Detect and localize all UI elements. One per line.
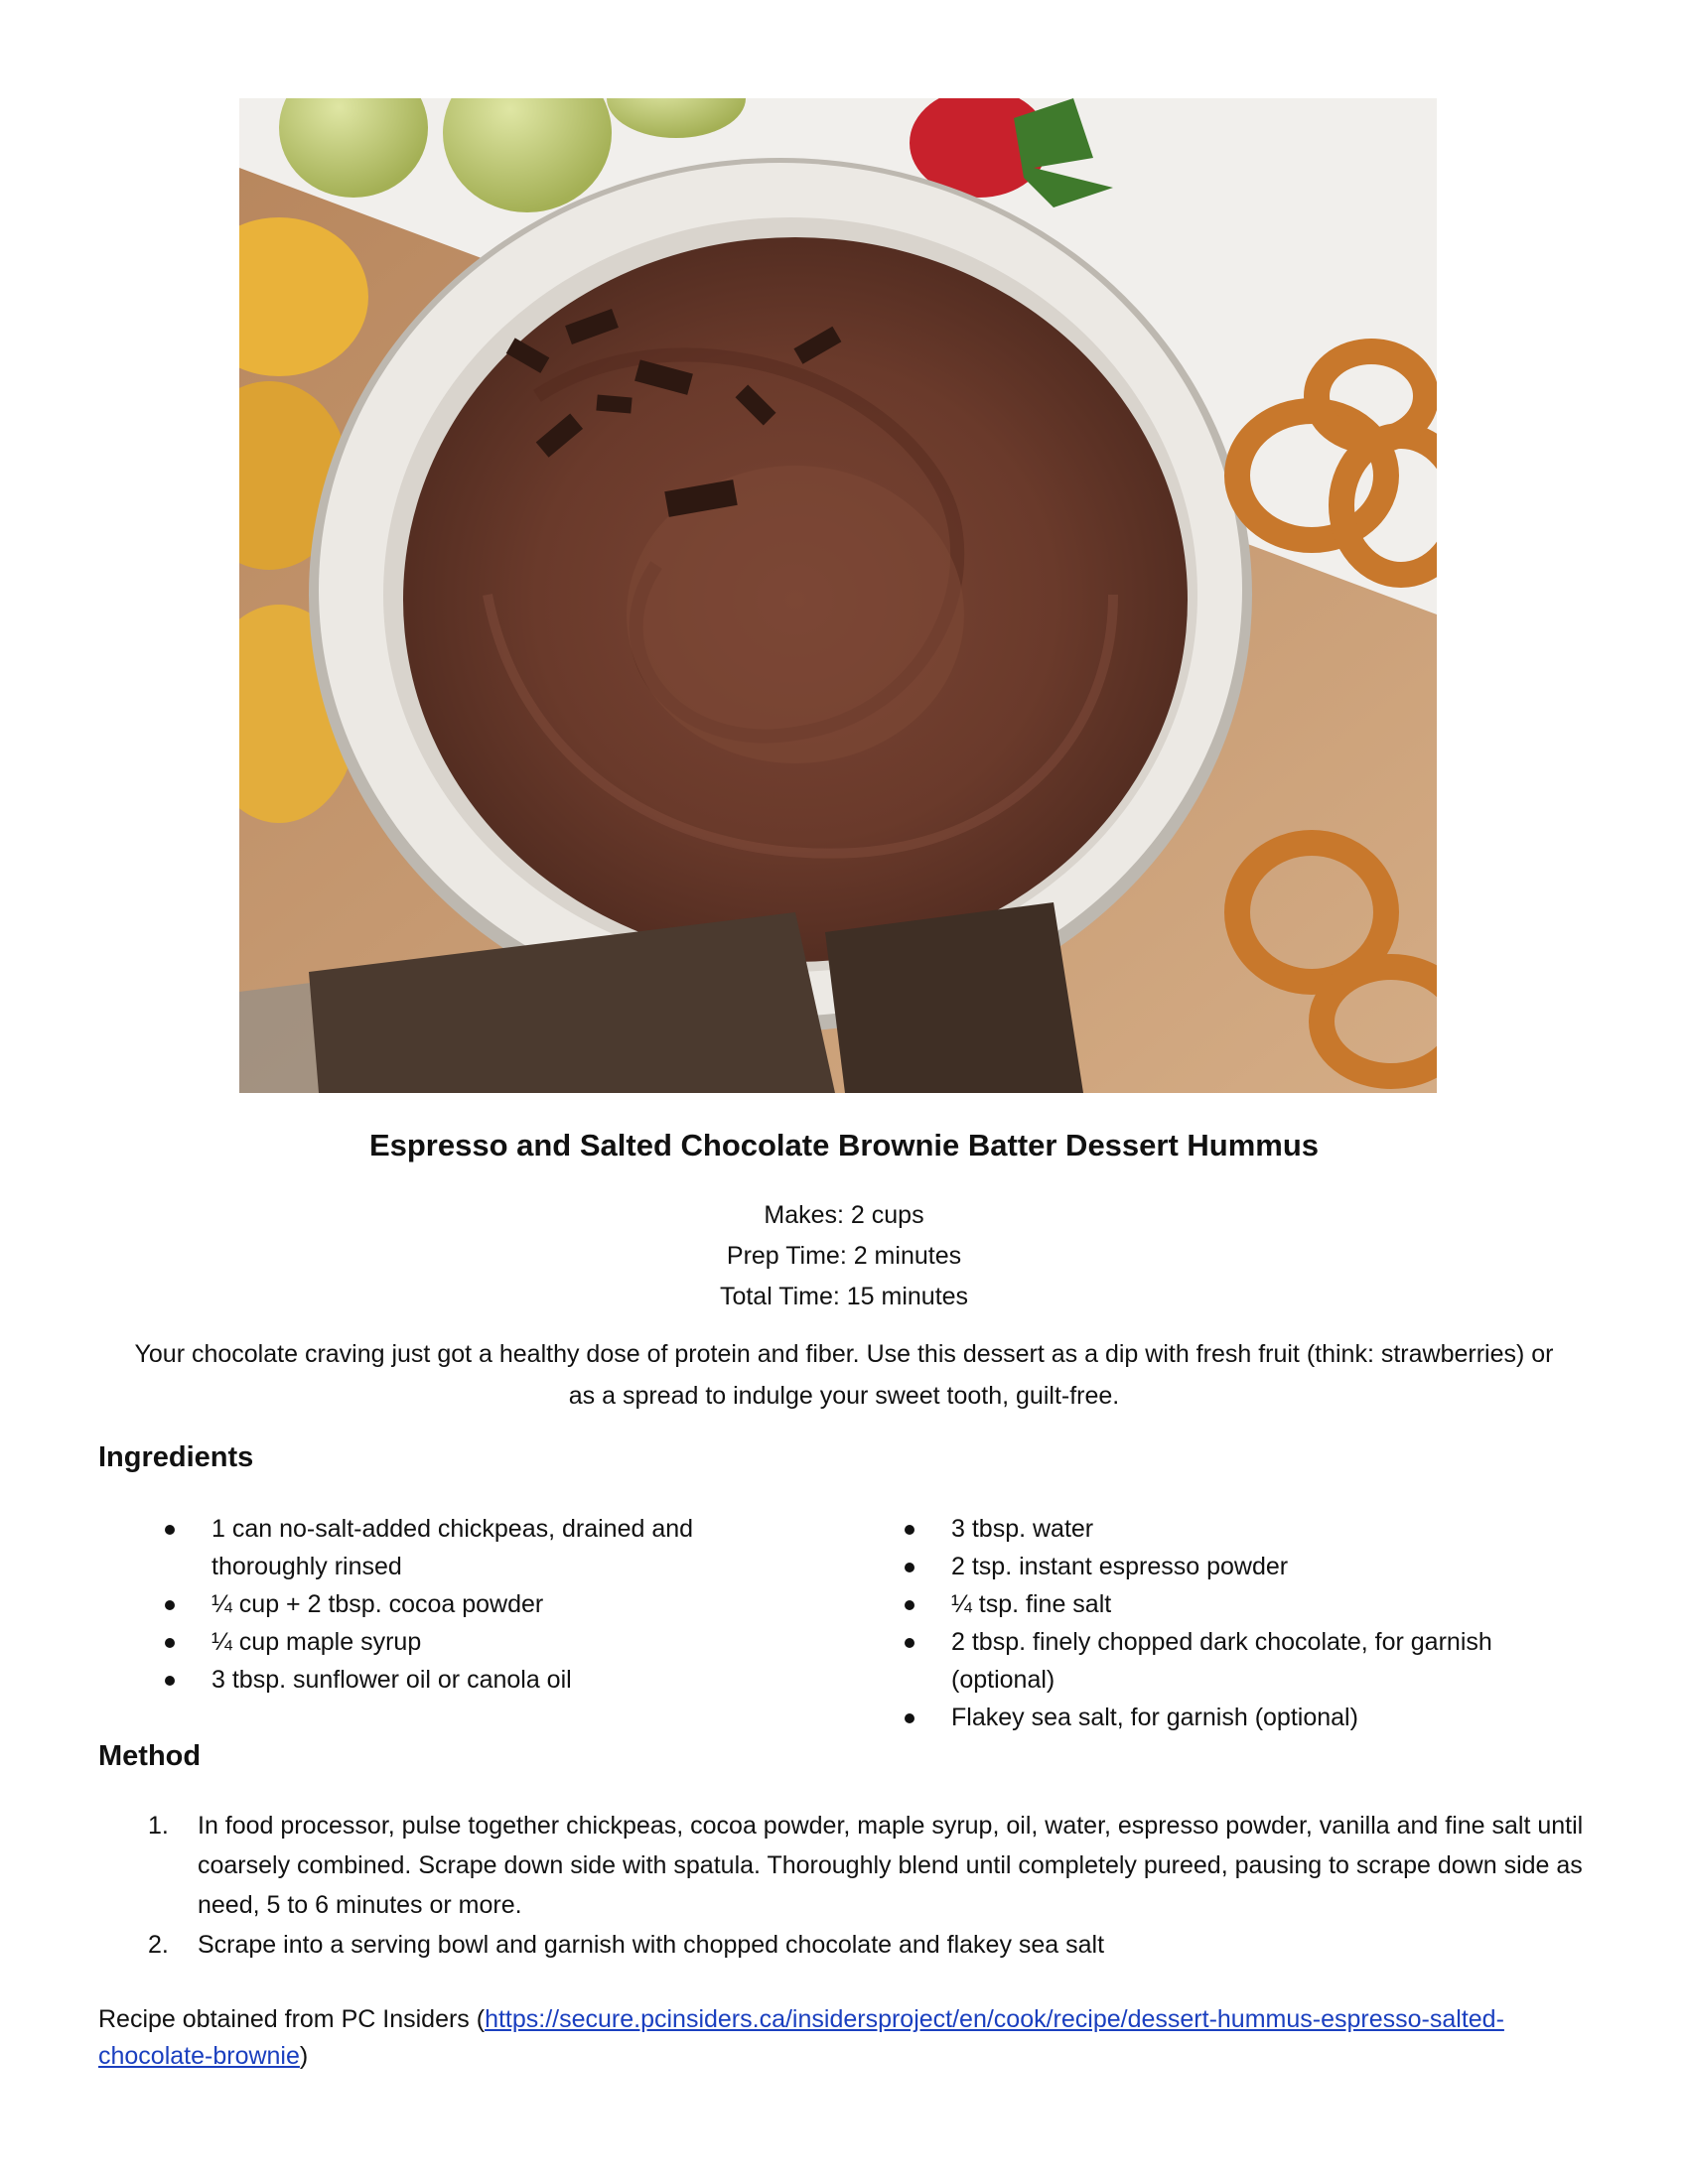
ingredient-item: 3 tbsp. water (899, 1510, 1594, 1548)
recipe-meta (0, 1195, 1688, 1317)
method-steps (144, 1806, 1584, 1965)
ingredient-item: ¼ cup + 2 tbsp. cocoa powder (159, 1585, 774, 1623)
ingredient-item: ¼ cup maple syrup (159, 1623, 774, 1661)
ingredients-list-left (159, 1510, 774, 1699)
ingredient-item: 2 tsp. instant espresso powder (899, 1548, 1594, 1585)
method-step (144, 1925, 1584, 1965)
makes-text: Makes: 2 cups (764, 1201, 924, 1229)
ingredient-item: ¼ tsp. fine salt (899, 1585, 1594, 1623)
recipe-title: Espresso and Salted Chocolate Brownie Batter Dessert Hummus (368, 1128, 1320, 1162)
ingredients-heading: Ingredients (98, 1441, 254, 1473)
source-suffix: ) (299, 2042, 309, 2070)
ingredient-item: Flakey sea salt, for garnish (optional) (899, 1699, 1594, 1736)
hummus-bowl-image (239, 98, 1437, 1093)
source-prefix: Recipe obtained from PC Insiders ( (98, 2005, 486, 2033)
ingredient-item: 3 tbsp. sunflower oil or canola oil (159, 1661, 774, 1699)
recipe-source (98, 2001, 1538, 2075)
recipe-intro: Your chocolate craving just got a healthy dose of protein and fiber. Use this dessert as a dip with fresh fruit (think: strawberries) or as a spread to indulge your sweet tooth, guilt-free. (134, 1340, 1554, 1410)
step-number: 1. (148, 1812, 169, 1840)
method-step (144, 1806, 1584, 1925)
step-text: Scrape into a serving bowl and garnish with chopped chocolate and flakey sea salt (198, 1931, 1105, 1959)
method-heading: Method (98, 1740, 202, 1772)
recipe-photo (239, 98, 1437, 1093)
step-text: In food processor, pulse together chickpeas, cocoa powder, maple syrup, oil, water, espresso powder, vanilla and fine salt until coarsely combined. Scrape down side with spatula. Thoroughly blend until completely pureed, pausing to scrape down side as need, 5 to 6 minutes or more. (198, 1812, 1584, 1919)
total-time-text: Total Time: 15 minutes (719, 1283, 969, 1310)
prep-time-text: Prep Time: 2 minutes (726, 1242, 962, 1270)
ingredient-item: 2 tbsp. finely chopped dark chocolate, for garnish (optional) (899, 1623, 1594, 1699)
step-number: 2. (148, 1931, 169, 1959)
ingredient-item: 1 can no-salt-added chickpeas, drained and thoroughly rinsed (159, 1510, 774, 1585)
source-link[interactable]: https://secure.pcinsiders.ca/insidersproject/en/cook/recipe/dessert-hummus-espresso-salted-chocolate-brownie (98, 2005, 1504, 2070)
ingredients-list-right (899, 1510, 1594, 1736)
